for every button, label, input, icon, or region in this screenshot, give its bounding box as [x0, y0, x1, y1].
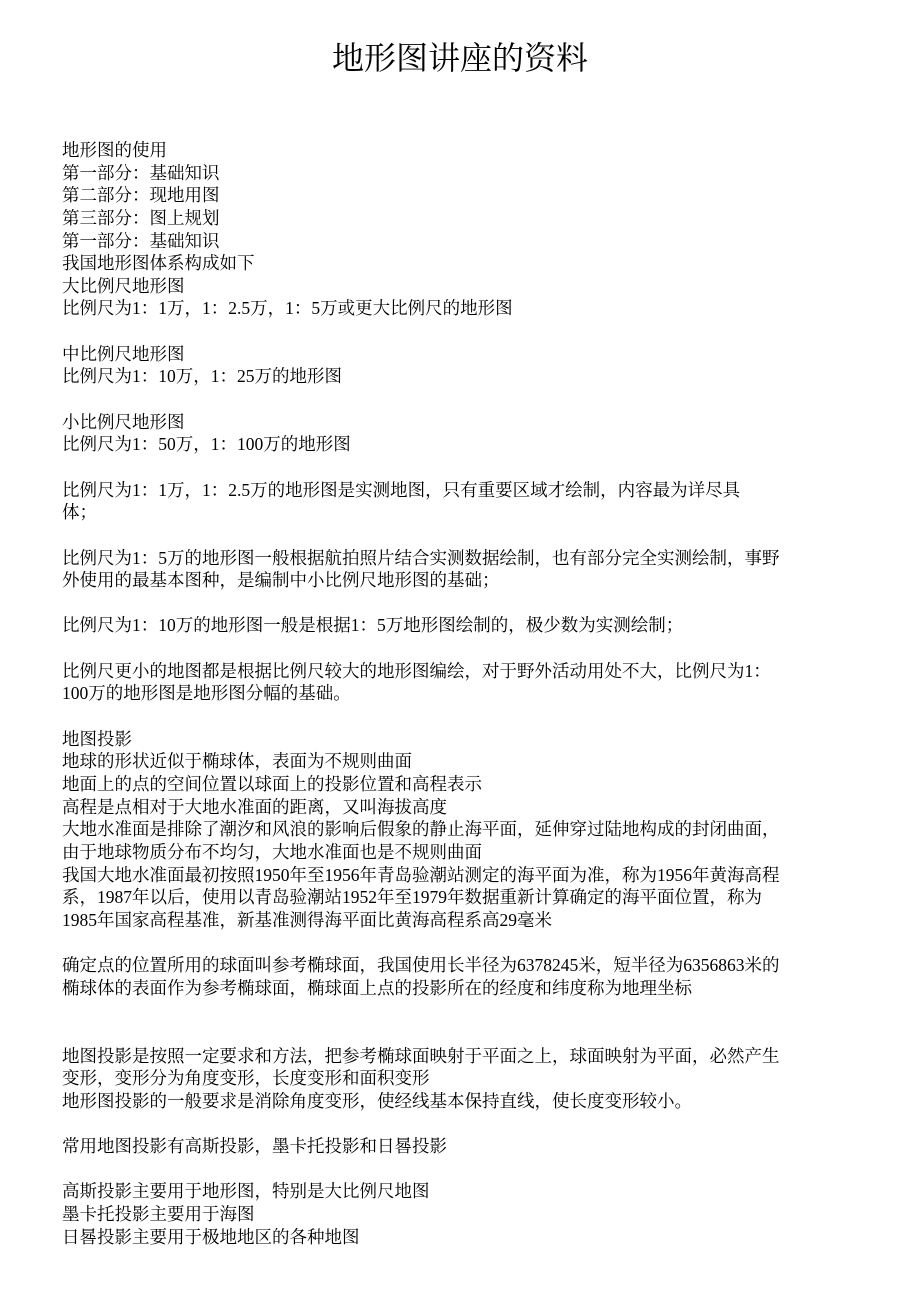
blank-line — [62, 592, 872, 615]
text-line: 第一部分：基础知识 — [62, 162, 220, 183]
text-line: 常用地图投影有高斯投影，墨卡托投影和日晷投影 — [62, 1136, 447, 1157]
text-line: 第三部分：图上规划 — [62, 207, 220, 228]
text-line: 100万的地形图是地形图分幅的基础。 — [62, 683, 351, 704]
text-line: 外使用的最基本图种，是编制中小比例尺地形图的基础； — [62, 570, 500, 591]
text-line: 地形图的使用 — [62, 140, 167, 160]
text-line: 我国大地水准面最初按照1950年至1956年青岛验潮站测定的海平面为准，称为1956年黄海高程 — [62, 864, 780, 885]
text-line: 高程是点相对于大地水准面的距离，又叫海拔高度 — [62, 796, 447, 817]
blank-line — [62, 637, 872, 660]
blank-line — [62, 705, 872, 728]
blank-line — [62, 999, 872, 1022]
text-line: 比例尺为1：10万，1：25万的地形图 — [62, 366, 342, 387]
text-line: 比例尺为1：5万的地形图一般根据航拍照片结合实测数据绘制，也有部分完全实测绘制，事野 — [62, 547, 780, 568]
blank-line — [62, 1022, 872, 1045]
text-line: 中比例尺地形图 — [62, 343, 185, 364]
blank-line — [62, 1158, 872, 1181]
text-line: 大地水准面是排除了潮汐和风浪的影响后假象的静止海平面，延伸穿过陆地构成的封闭曲面， — [62, 819, 780, 840]
blank-line — [62, 524, 872, 547]
text-line: 高斯投影主要用于地形图，特别是大比例尺地图 — [62, 1181, 430, 1202]
text-line: 地图投影是按照一定要求和方法，把参考椭球面映射于平面之上，球面映射为平面，必然产生 — [62, 1045, 780, 1066]
text-line: 椭球体的表面作为参考椭球面，椭球面上点的投影所在的经度和纬度称为地理坐标 — [62, 977, 692, 998]
text-line: 比例尺为1：50万，1：100万的地形图 — [62, 434, 351, 455]
text-line: 体； — [62, 502, 97, 523]
text-line: 变形，变形分为角度变形，长度变形和面积变形 — [62, 1068, 430, 1089]
text-line: 比例尺更小的地图都是根据比例尺较大的地形图编绘，对于野外活动用处不大，比例尺为1： — [62, 660, 771, 681]
text-line: 地图投影 — [62, 728, 132, 749]
blank-line — [62, 931, 872, 954]
text-line: 比例尺为1：1万，1：2.5万的地形图是实测地图，只有重要区域才绘制，内容最为详尽具 — [62, 479, 741, 500]
blank-line — [62, 1113, 872, 1136]
text-line: 日晷投影主要用于极地地区的各种地图 — [62, 1226, 360, 1247]
document-title: 地形图讲座的资料 — [331, 40, 588, 76]
text-line: 地面上的点的空间位置以球面上的投影位置和高程表示 — [62, 773, 482, 794]
blank-line — [62, 388, 872, 411]
text-line: 比例尺为1：1万，1：2.5万，1：5万或更大比例尺的地形图 — [62, 298, 513, 319]
blank-line — [62, 320, 872, 343]
blank-line — [62, 456, 872, 479]
text-line: 1985年国家高程基准，新基准测得海平面比黄海高程系高29毫米 — [62, 909, 552, 930]
text-line: 由于地球物质分布不均匀，大地水准面也是不规则曲面 — [62, 841, 482, 862]
document-body — [62, 139, 872, 1248]
text-line: 大比例尺地形图 — [62, 275, 185, 296]
text-line: 比例尺为1：10万的地形图一般是根据1：5万地形图绘制的，极少数为实测绘制； — [62, 615, 684, 636]
text-line: 地形图投影的一般要求是消除角度变形，使经线基本保持直线，使长度变形较小。 — [62, 1090, 692, 1111]
text-line: 地球的形状近似于椭球体，表面为不规则曲面 — [62, 751, 412, 772]
text-line: 第二部分：现地用图 — [62, 185, 220, 206]
text-line: 第一部分：基础知识 — [62, 230, 220, 251]
text-line: 小比例尺地形图 — [62, 411, 185, 432]
text-line: 确定点的位置所用的球面叫参考椭球面，我国使用长半径为6378245米，短半径为6356863米的 — [62, 955, 780, 976]
text-line: 墨卡托投影主要用于海图 — [62, 1204, 255, 1225]
text-line: 系，1987年以后，使用以青岛验潮站1952年至1979年数据重新计算确定的海平面位置，称为 — [62, 887, 762, 908]
text-line: 我国地形图体系构成如下 — [62, 253, 255, 274]
